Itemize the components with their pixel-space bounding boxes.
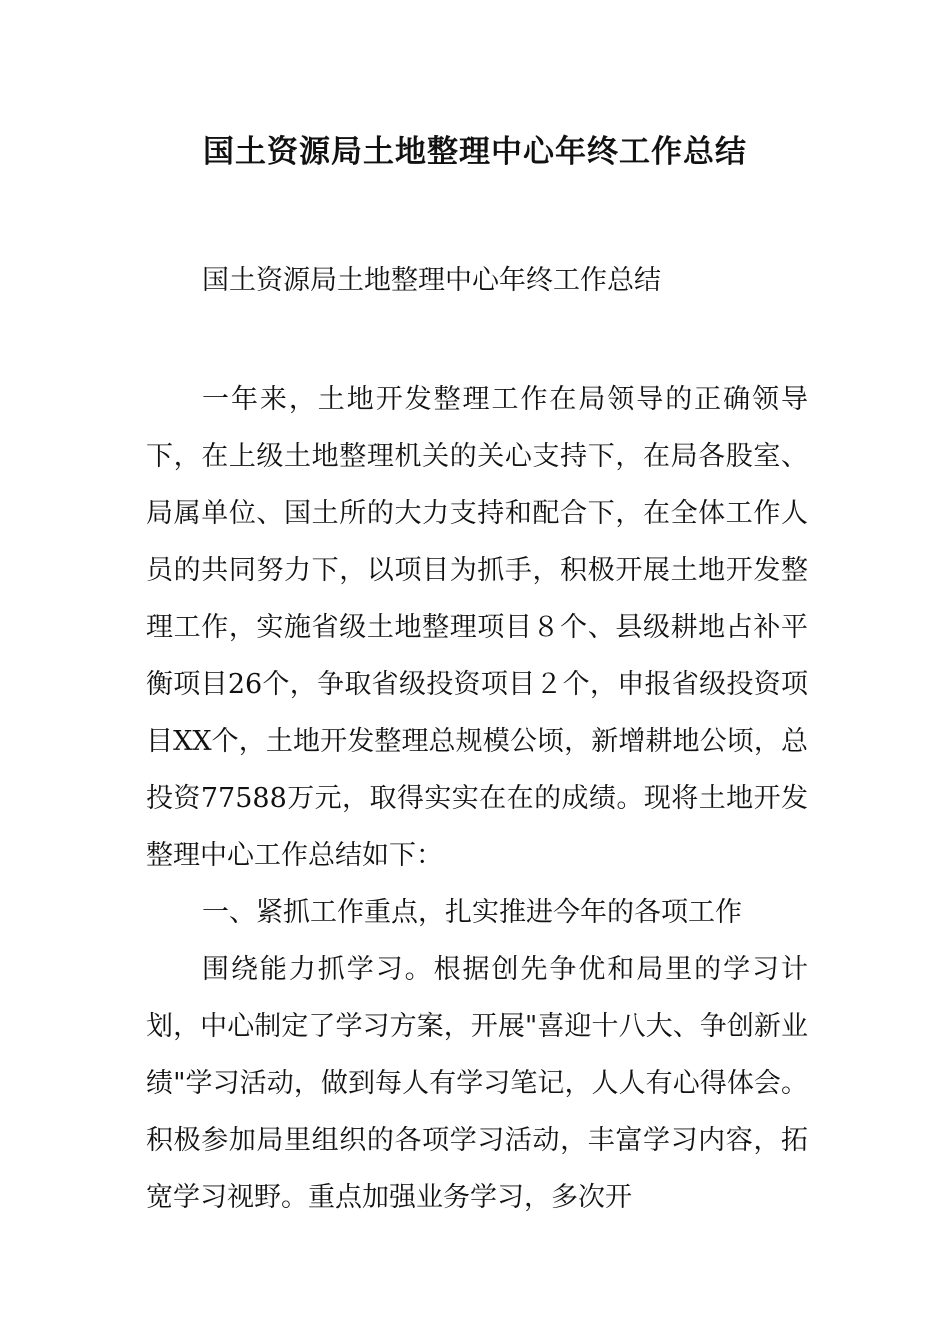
paragraph-intro: 一年来，土地开发整理工作在局领导的正确领导下，在上级土地整理机关的关心支持下，在局各股室、局属单位、国土所的大力支持和配合下，在全体工作人员的共同努力下，以项目为抓手，积极开展土地开发整理工作，实施省级土地整理项目８个、县级耕地占补平衡项目26个，争取省级投资项目２个，申报省级投资项目XX个，土地开发整理总规模公顷，新增耕地公顷，总投资77588万元，取得实实在在的成绩。现将土地开发整理中心工作总结如下： xyxy=(146,384,808,871)
section-heading-1: 一、紧抓工作重点，扎实推进今年的各项工作 xyxy=(202,897,742,928)
document-body xyxy=(146,371,808,1226)
document-subtitle: 国土资源局土地整理中心年终工作总结 xyxy=(202,265,661,296)
paragraph-study: 围绕能力抓学习。根据创先争优和局里的学习计划，中心制定了学习方案，开展"喜迎十八大、争创新业绩"学习活动，做到每人有学习笔记，人人有心得体会。积极参加局里组织的各项学习活动，丰富学习内容，拓宽学习视野。重点加强业务学习，多次开 xyxy=(146,954,808,1213)
document-title: 国土资源局土地整理中心年终工作总结 xyxy=(203,134,747,170)
